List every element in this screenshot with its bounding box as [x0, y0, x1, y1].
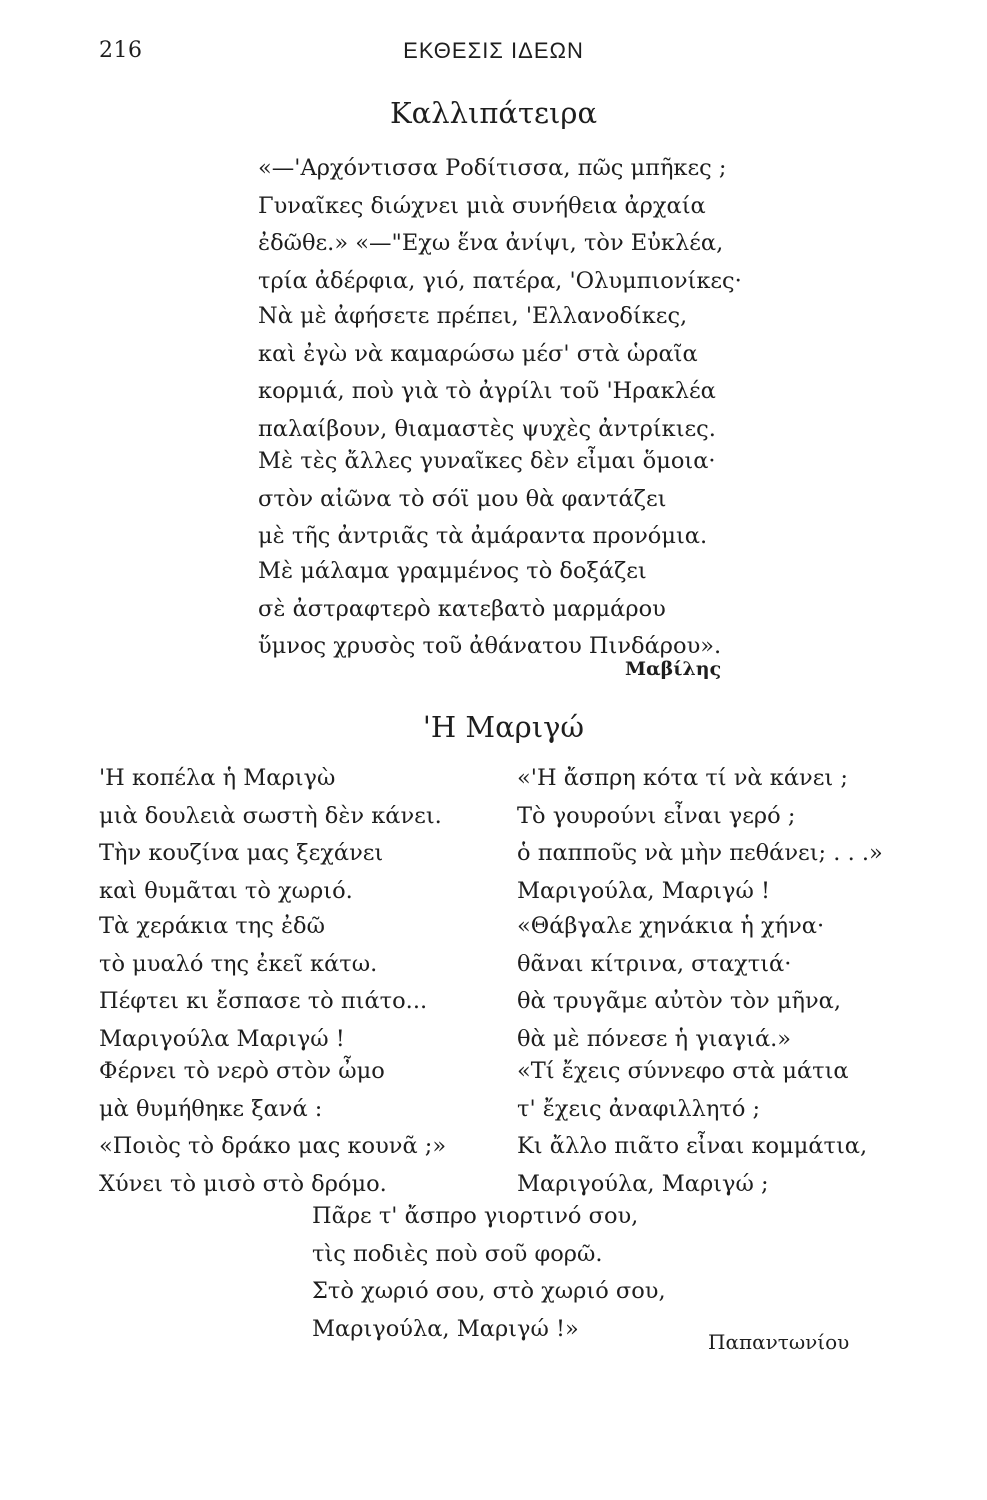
- verse-line: Μαριγούλα, Μαριγώ !»: [312, 1315, 579, 1342]
- verse-line: ὕμνος χρυσὸς τοῦ ἀθάνατου Πινδάρου».: [258, 633, 722, 659]
- verse-line: μὲ τῆς ἀντριᾶς τὰ ἀμάραντα προνόμια.: [258, 523, 708, 549]
- poem1-stanza-2: [258, 298, 716, 448]
- verse-line: «'Η ἄσπρη κότα τί νὰ κάνει ;: [517, 765, 848, 791]
- verse-line: Φέρνει τὸ νερὸ στὸν ὦμο: [99, 1058, 385, 1084]
- verse-line: τὸ μυαλό της ἐκεῖ κάτω.: [99, 950, 378, 977]
- verse-line: θᾶναι κίτρινα, σταχτιά·: [517, 950, 792, 977]
- verse-line: Μὲ τὲς ἄλλες γυναῖκες δὲν εἶμαι ὅμοια·: [258, 448, 716, 474]
- verse-line: Νὰ μὲ ἀφήσετε πρέπει, 'Ελλανοδίκες,: [258, 303, 688, 329]
- verse-line: ἐδῶθε.» «—"Εχω ἕνα ἀνίψι, τὸν Εὐκλέα,: [258, 230, 724, 256]
- verse-line: μιὰ δουλειὰ σωστὴ δὲν κάνει.: [99, 802, 442, 829]
- verse-line: Μὲ μάλαμα γραμμένος τὸ δοξάζει: [258, 558, 647, 584]
- verse-line: παλαίβουν, θιαμαστὲς ψυχὲς ἀντρίκιες.: [258, 415, 716, 442]
- running-title: ΕΚΘΕΣΙΣ ΙΔΕΩΝ: [403, 38, 584, 63]
- poem2-author: Παπαντωνίου: [708, 1330, 850, 1354]
- verse-line: καὶ ἐγὼ νὰ καμαρώσω μέσ' στὰ ὡραῖα: [258, 340, 698, 367]
- verse-line: τὶς ποδιὲς ποὺ σοῦ φορῶ.: [312, 1240, 603, 1267]
- verse-line: Πᾶρε τ' ἄσπρο γιορτινό σου,: [312, 1203, 639, 1229]
- poem2-left-stanza-2: [99, 908, 427, 1058]
- poem1-author: Μαβίλης: [625, 658, 722, 680]
- verse-line: μὰ θυμήθηκε ξανά :: [99, 1095, 323, 1122]
- verse-line: «Θάβγαλε χηνάκια ἡ χήνα·: [517, 913, 825, 939]
- poem-title-kallipateira: Καλλιπάτειρα: [389, 96, 598, 130]
- verse-line: Γυναῖκες διώχνει μιὰ συνήθεια ἀρχαία: [258, 192, 706, 219]
- poem2-final-stanza: [312, 1198, 666, 1348]
- verse-line: Κι ἄλλο πιᾶτο εἶναι κομμάτια,: [517, 1133, 868, 1159]
- verse-line: στὸν αἰῶνα τὸ σόϊ μου θὰ φαντάζει: [258, 485, 667, 512]
- verse-line: τρία ἀδέρφια, γιό, πατέρα, 'Ολυμπιονίκες·: [258, 267, 742, 294]
- verse-line: «Ποιὸς τὸ δράκο μας κουνᾶ ;»: [99, 1133, 447, 1159]
- verse-line: θὰ τρυγᾶμε αὐτὸν τὸν μῆνα,: [517, 988, 841, 1014]
- verse-line: 'Η κοπέλα ἡ Μαριγὼ: [99, 765, 336, 791]
- verse-line: Πέφτει κι ἔσπασε τὸ πιάτο...: [99, 988, 428, 1014]
- poem1-stanza-4: [258, 553, 721, 666]
- verse-line: Τὸ γουρούνι εἶναι γερό ;: [517, 802, 796, 829]
- verse-line: κορμιά, ποὺ γιὰ τὸ ἀγρίλι τοῦ 'Ηρακλέα: [258, 378, 716, 404]
- poem2-right-stanza-2: [517, 908, 841, 1058]
- verse-line: «—'Αρχόντισσα Ροδίτισσα, πῶς μπῆκες ;: [258, 155, 727, 181]
- verse-line: καὶ θυμᾶται τὸ χωριό.: [99, 877, 353, 904]
- poem1-stanza-3: [258, 443, 716, 556]
- verse-line: Μαριγούλα Μαριγώ !: [99, 1025, 345, 1052]
- poem2-right-stanza-1: [517, 760, 883, 910]
- verse-line: ὁ παπποῦς νὰ μὴν πεθάνει; . . .»: [517, 840, 883, 866]
- verse-line: τ' ἔχεις ἀναφιλλητό ;: [517, 1095, 761, 1122]
- verse-line: Μαριγούλα, Μαριγώ ;: [517, 1170, 769, 1197]
- verse-line: σὲ ἀστραφτερὸ κατεβατὸ μαρμάρου: [258, 595, 666, 622]
- poem-title-marigo: 'Η Μαριγώ: [422, 710, 585, 744]
- verse-line: Τὴν κουζίνα μας ξεχάνει: [99, 840, 384, 866]
- verse-line: Τὰ χεράκια της ἐδῶ: [99, 913, 325, 939]
- verse-line: Μαριγούλα, Μαριγώ !: [517, 877, 770, 904]
- page-number: 216: [99, 38, 143, 63]
- verse-line: Χύνει τὸ μισὸ στὸ δρόμο.: [99, 1170, 387, 1197]
- verse-line: Στὸ χωριό σου, στὸ χωριό σου,: [312, 1278, 666, 1304]
- poem2-right-stanza-3: [517, 1053, 867, 1203]
- poem1-stanza-1: [258, 150, 742, 300]
- poem2-left-stanza-1: [99, 760, 442, 910]
- verse-line: θὰ μὲ πόνεσε ἡ γιαγιά.»: [517, 1025, 792, 1052]
- poem2-left-stanza-3: [99, 1053, 446, 1203]
- verse-line: «Τί ἔχεις σύννεφο στὰ μάτια: [517, 1058, 849, 1084]
